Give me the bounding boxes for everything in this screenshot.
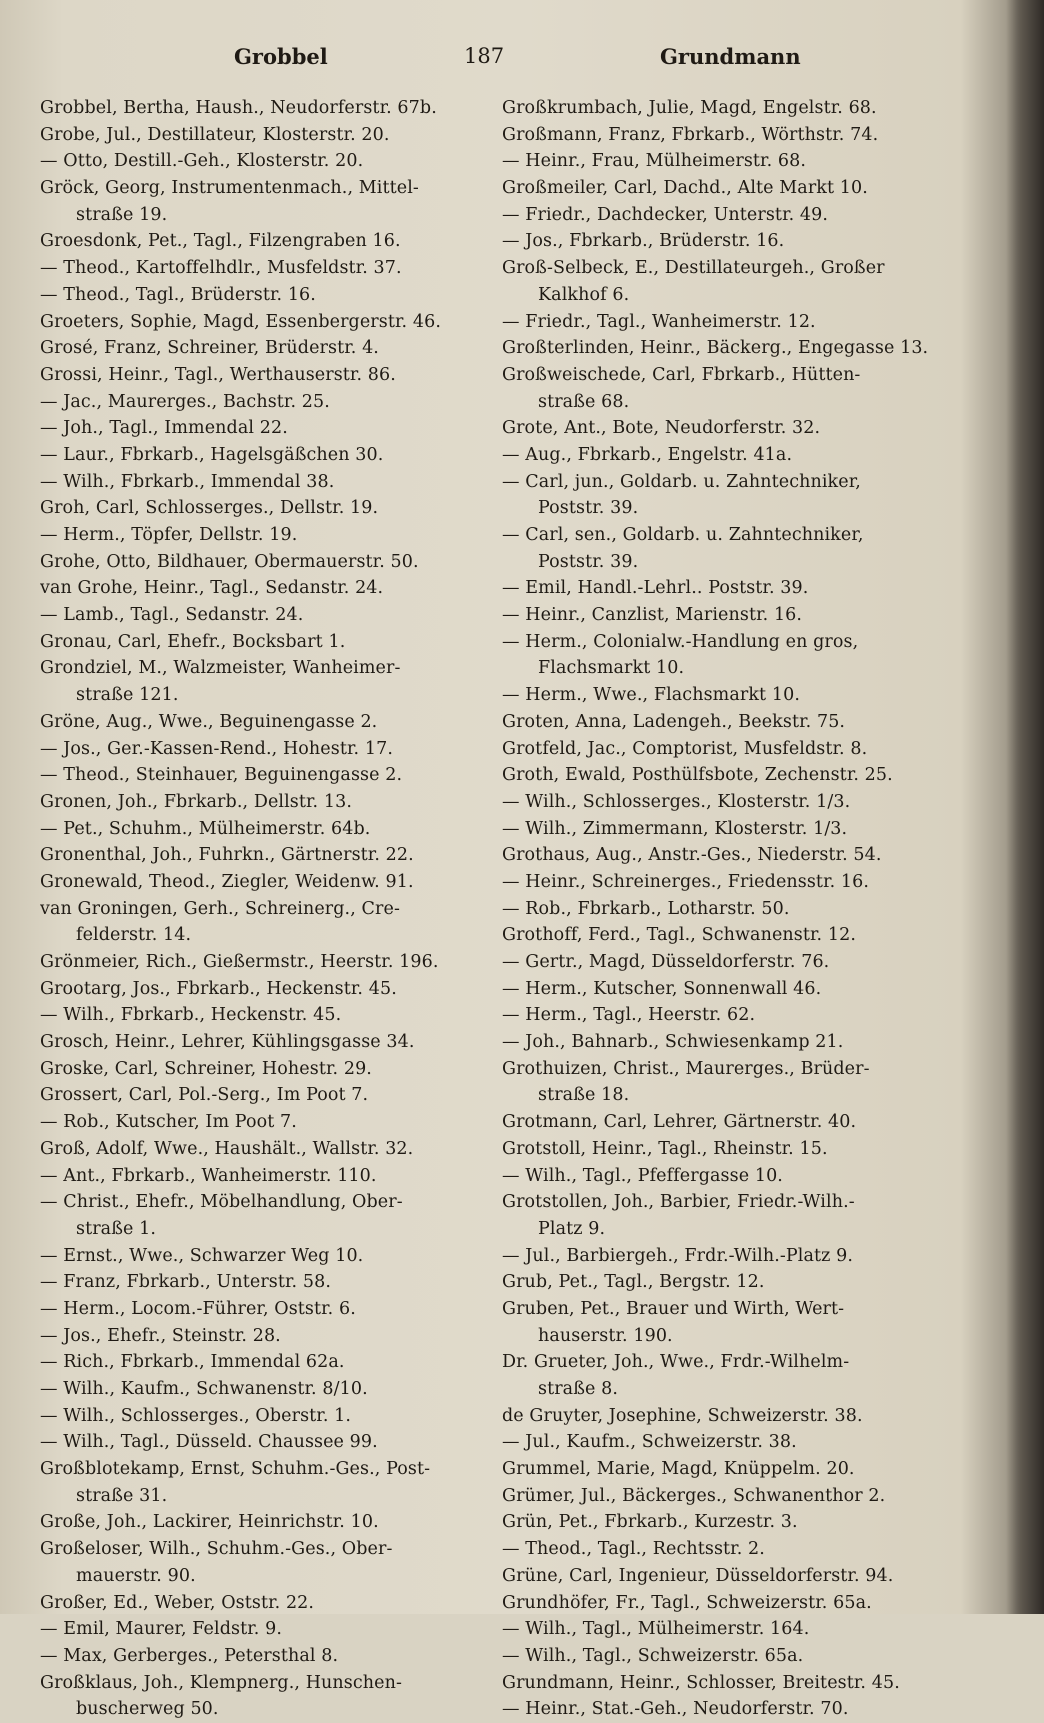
directory-entry: — Herm., Töpfer, Dellstr. 19. [40,525,298,545]
directory-entry: Großeloser, Wilh., Schuhm.-Ges., Ober- [40,1539,393,1560]
directory-entry: — Pet., Schuhm., Mülheimerstr. 64b. [40,818,371,839]
directory-entry-continuation: straße 31. [76,1485,168,1506]
directory-entry: — Emil, Maurer, Feldstr. 9. [40,1619,282,1640]
directory-entry: Großterlinden, Heinr., Bäckerg., Engegasse 13. [502,338,929,359]
directory-entry: — Friedr., Dachdecker, Unterstr. 49. [502,204,829,225]
directory-entry: — Theod., Tagl., Brüderstr. 16. [40,284,316,305]
directory-entry: Große, Joh., Lackirer, Heinrichstr. 10. [40,1512,379,1533]
directory-entry: Großkrumbach, Julie, Magd, Engelstr. 68. [502,98,877,118]
directory-entry: Grummel, Marie, Magd, Knüppelm. 20. [502,1459,855,1480]
directory-entry: Groth, Ewald, Posthülfsbote, Zechenstr. 25. [502,765,893,786]
directory-entry: — Heinr., Frau, Mülheimerstr. 68. [502,151,807,172]
directory-entry: Grothoff, Ferd., Tagl., Schwanenstr. 12. [502,925,856,946]
directory-entry-continuation: Kalkhof 6. [538,284,630,305]
left-column [40,95,482,1723]
directory-entry: Grohe, Otto, Bildhauer, Obermauerstr. 50. [40,551,419,572]
directory-entry: Grüne, Carl, Ingenieur, Düsseldorferstr. 94. [502,1565,894,1586]
directory-entry: — Friedr., Tagl., Wanheimerstr. 12. [502,311,816,332]
directory-entry-continuation: straße 8. [538,1379,619,1399]
directory-entry: Gronau, Carl, Ehefr., Bocksbart 1. [40,631,346,652]
directory-entry: — Jul., Kaufm., Schweizerstr. 38. [502,1432,797,1453]
directory-entry-continuation: mauerstr. 90. [76,1565,196,1586]
directory-entry: Grosch, Heinr., Lehrer, Kühlingsgasse 34. [40,1032,415,1053]
directory-entry: — Gertr., Magd, Düsseldorferstr. 76. [502,952,830,972]
directory-entry: — Jos., Fbrkarb., Brüderstr. 16. [502,231,785,252]
directory-entry: Gronewald, Theod., Ziegler, Weidenw. 91. [40,871,414,892]
directory-entry: — Wilh., Kaufm., Schwanenstr. 8/10. [40,1379,368,1399]
directory-entry: — Rob., Fbrkarb., Lotharstr. 50. [502,898,790,919]
directory-entry: — Herm., Wwe., Flachsmarkt 10. [502,685,800,706]
directory-entry-continuation: buscherweg 50. [76,1699,219,1720]
page-header [44,44,801,78]
directory-entry: — Heinr., Canzlist, Marienstr. 16. [502,605,803,626]
directory-entry: Grotfeld, Jac., Comptorist, Musfeldstr. 8. [502,738,868,759]
directory-entry: — Wilh., Fbrkarb., Immendal 38. [40,471,335,492]
page-number: 187 [464,44,505,68]
directory-entry: Grobe, Jul., Destillateur, Klosterstr. 20. [40,124,390,145]
directory-entry: — Lamb., Tagl., Sedanstr. 24. [40,605,304,626]
directory-entry: Grotstoll, Heinr., Tagl., Rheinstr. 15. [502,1138,828,1159]
directory-entry-continuation: Platz 9. [538,1218,606,1239]
directory-entry: van Groningen, Gerh., Schreinerg., Cre- [40,898,400,919]
directory-entry: Grothuizen, Christ., Maurerges., Brüder- [502,1058,870,1079]
directory-entry: Großmann, Franz, Fbrkarb., Wörthstr. 74. [502,124,879,145]
directory-entry: Grotstollen, Joh., Barbier, Friedr.-Wilh.- [502,1192,855,1213]
directory-entry: Groeters, Sophie, Magd, Essenbergerstr. 46. [40,311,441,332]
page-edge-shadow [1006,0,1044,1614]
directory-entry: — Jos., Ehefr., Steinstr. 28. [40,1325,281,1346]
directory-entry-continuation: straße 1. [76,1218,157,1239]
header-first-entry: Grobbel [234,44,328,69]
directory-entry: Grönmeier, Rich., Gießermstr., Heerstr. 196. [40,952,439,972]
directory-entry: — Theod., Steinhauer, Beguinengasse 2. [40,765,403,786]
directory-entry-continuation: Poststr. 39. [538,551,639,572]
right-column [502,95,944,1723]
directory-entry-continuation: straße 121. [76,685,179,706]
directory-entry: — Wilh., Fbrkarb., Heckenstr. 45. [40,1005,342,1026]
directory-entry: Grothaus, Aug., Anstr.-Ges., Niederstr. 54. [502,845,882,866]
directory-entry: Grub, Pet., Tagl., Bergstr. 12. [502,1272,765,1293]
directory-entry: — Max, Gerberges., Petersthal 8. [40,1645,339,1666]
directory-entry: — Christ., Ehefr., Möbelhandlung, Ober- [40,1192,403,1213]
directory-entry: Großweischede, Carl, Fbrkarb., Hütten- [502,364,861,385]
directory-entry: — Wilh., Tagl., Mülheimerstr. 164. [502,1619,810,1640]
directory-entry: Großer, Ed., Weber, Oststr. 22. [40,1592,315,1613]
directory-entry: — Herm., Colonialw.-Handlung en gros, [502,631,859,652]
directory-entry: Grundhöfer, Fr., Tagl., Schweizerstr. 65a. [502,1592,872,1613]
directory-entry: — Aug., Fbrkarb., Engelstr. 41a. [502,444,793,465]
directory-entry-continuation: Flachsmarkt 10. [538,658,685,679]
directory-entry: Dr. Grueter, Joh., Wwe., Frdr.-Wilhelm- [502,1352,850,1373]
directory-entry: — Ernst., Wwe., Schwarzer Weg 10. [40,1245,364,1266]
directory-entry: Groß, Adolf, Wwe., Haushält., Wallstr. 32. [40,1138,414,1159]
directory-entry: Groske, Carl, Schreiner, Hohestr. 29. [40,1058,372,1079]
directory-entry: Grossert, Carl, Pol.-Serg., Im Poot 7. [40,1085,369,1106]
directory-entry: — Wilh., Tagl., Schweizerstr. 65a. [502,1645,804,1666]
directory-entry: — Jul., Barbiergeh., Frdr.-Wilh.-Platz 9. [502,1245,854,1266]
directory-entry-continuation: Poststr. 39. [538,498,639,519]
directory-entry: — Otto, Destill.-Geh., Klosterstr. 20. [40,151,364,172]
directory-entry: — Carl, sen., Goldarb. u. Zahntechniker, [502,525,864,545]
directory-entry-continuation: felderstr. 14. [76,925,192,946]
directory-entry: — Jac., Maurerges., Bachstr. 25. [40,391,330,412]
directory-entry: Grote, Ant., Bote, Neudorferstr. 32. [502,418,821,439]
directory-entry: — Carl, jun., Goldarb. u. Zahntechniker, [502,471,861,492]
directory-entry: Groh, Carl, Schlosserges., Dellstr. 19. [40,498,379,519]
directory-entry: Großklaus, Joh., Klempnerg., Hunschen- [40,1672,402,1693]
directory-entry: — Wilh., Schlosserges., Klosterstr. 1/3. [502,791,851,812]
directory-entry: — Theod., Tagl., Rechtsstr. 2. [502,1539,765,1560]
directory-entry-continuation: straße 68. [538,391,630,412]
directory-entry: — Theod., Kartoffelhdlr., Musfeldstr. 37. [40,258,402,279]
directory-entry: Gröck, Georg, Instrumentenmach., Mittel- [40,178,419,199]
directory-entry: Grondziel, M., Walzmeister, Wanheimer- [40,658,401,679]
directory-entry: — Rich., Fbrkarb., Immendal 62a. [40,1352,345,1373]
directory-entry-continuation: straße 19. [76,204,168,225]
directory-entry: Grundmann, Heinr., Schlosser, Breitestr. 45. [502,1672,900,1693]
directory-entry: Grosé, Franz, Schreiner, Brüderstr. 4. [40,338,379,359]
directory-entry: Gruben, Pet., Brauer und Wirth, Wert- [502,1298,845,1319]
directory-entry: Grossi, Heinr., Tagl., Werthauserstr. 86. [40,364,396,385]
directory-entry-continuation: straße 18. [538,1085,630,1106]
directory-entry: — Laur., Fbrkarb., Hagelsgäßchen 30. [40,444,384,465]
directory-entry: — Joh., Tagl., Immendal 22. [40,418,288,439]
directory-entry: — Rob., Kutscher, Im Poot 7. [40,1112,297,1133]
directory-entry: Grotmann, Carl, Lehrer, Gärtnerstr. 40. [502,1112,857,1133]
directory-entry: Großmeiler, Carl, Dachd., Alte Markt 10. [502,178,868,199]
directory-entry: — Herm., Kutscher, Sonnenwall 46. [502,978,822,999]
directory-entry: — Wilh., Tagl., Düsseld. Chaussee 99. [40,1432,378,1453]
directory-entry: — Herm., Tagl., Heerstr. 62. [502,1005,756,1026]
directory-entry: Gröne, Aug., Wwe., Beguinengasse 2. [40,711,378,732]
directory-entry: — Ant., Fbrkarb., Wanheimerstr. 110. [40,1165,377,1186]
directory-entry: — Emil, Handl.-Lehrl.. Poststr. 39. [502,578,809,599]
directory-entry: Groesdonk, Pet., Tagl., Filzengraben 16. [40,231,401,252]
directory-entry: van Grohe, Heinr., Tagl., Sedanstr. 24. [40,578,384,599]
directory-entry: Grootarg, Jos., Fbrkarb., Heckenstr. 45. [40,978,397,999]
directory-entry-continuation: hauserstr. 190. [538,1325,673,1346]
directory-entry: Großblotekamp, Ernst, Schuhm.-Ges., Post- [40,1459,431,1480]
directory-entry: de Gruyter, Josephine, Schweizerstr. 38. [502,1405,863,1426]
directory-entry: Grobbel, Bertha, Haush., Neudorferstr. 67b. [40,98,437,118]
directory-entry: — Jos., Ger.-Kassen-Rend., Hohestr. 17. [40,738,393,759]
directory-entry: — Joh., Bahnarb., Schwiesenkamp 21. [502,1032,844,1053]
directory-entry: Grün, Pet., Fbrkarb., Kurzestr. 3. [502,1512,798,1533]
directory-entry: Gronenthal, Joh., Fuhrkn., Gärtnerstr. 22. [40,845,414,866]
directory-entry: Groß-Selbeck, E., Destillateurgeh., Großer [502,258,885,279]
directory-entry: — Heinr., Stat.-Geh., Neudorferstr. 70. [502,1699,849,1720]
directory-entry: — Heinr., Schreinerges., Friedensstr. 16. [502,871,870,892]
header-last-entry: Grundmann [660,44,801,69]
directory-entry: Gronen, Joh., Fbrkarb., Dellstr. 13. [40,791,353,812]
directory-entry: Grümer, Jul., Bäckerges., Schwanenthor 2. [502,1485,886,1506]
directory-entry: — Franz, Fbrkarb., Unterstr. 58. [40,1272,332,1293]
directory-entry: — Wilh., Schlosserges., Oberstr. 1. [40,1405,352,1426]
directory-entry: — Wilh., Zimmermann, Klosterstr. 1/3. [502,818,848,839]
directory-entry: — Herm., Locom.-Führer, Oststr. 6. [40,1298,356,1319]
directory-entry: — Wilh., Tagl., Pfeffergasse 10. [502,1165,783,1186]
directory-entry: Groten, Anna, Ladengeh., Beekstr. 75. [502,711,846,732]
